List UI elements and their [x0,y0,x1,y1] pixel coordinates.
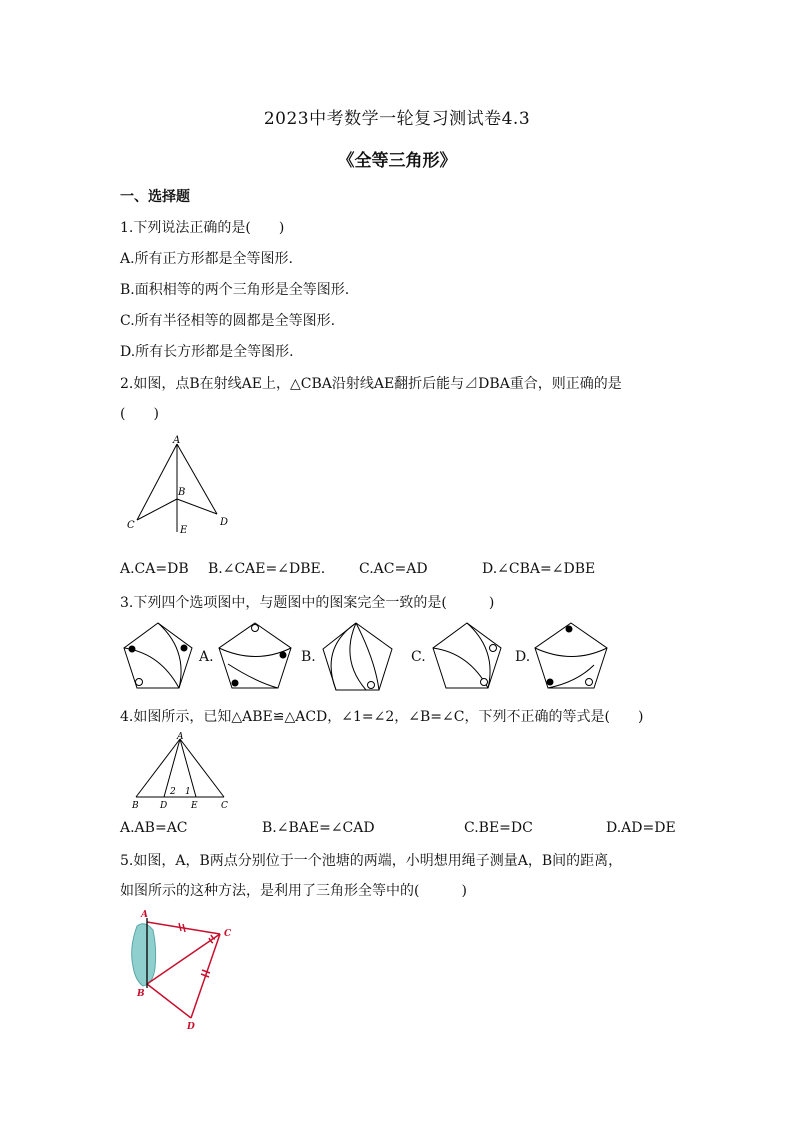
question-2-option-c: C.AC=AD [359,561,428,577]
section-heading: 一、选择题 [120,189,190,205]
label-b: B [132,801,139,811]
question-2-stem: 2.如图，点B在射线AE上，△CBA沿射线AE翻折后能与⊿DBA重合，则正确的是 [120,376,622,392]
label-d: D [160,801,168,811]
question-3-option-c-label: C. [411,649,426,665]
page-subtitle: 《全等三角形》 [337,151,457,171]
label-d: D [220,517,229,528]
question-3-option-c-pentagon [429,620,505,692]
question-4-stem: 4.如图所示，已知△ABE≌△ACD，∠1=∠2，∠B=∠C，下列不正确的等式是( ) [120,709,644,725]
question-5-stem-cont: 如图所示的这种方法，是利用了三角形全等中的( ) [120,883,467,899]
question-5-figure [125,908,245,1033]
label-a: A [141,910,148,920]
label-b: B [178,487,186,498]
question-3-option-d-pentagon [532,620,610,692]
page-title: 2023中考数学一轮复习测试卷4.3 [263,109,531,129]
question-1-option-a: A.所有正方形都是全等图形. [120,251,294,267]
question-1-option-c: C.所有半径相等的圆都是全等图形. [120,313,336,329]
label-a: A [173,435,181,446]
question-3-stem: 3.下列四个选项图中，与题图中的图案完全一致的是( ) [120,595,495,611]
question-2-option-a: A.CA=DB [120,561,189,577]
pond [132,924,156,986]
question-3-option-b-pentagon [320,620,396,694]
question-1-stem: 1.下列说法正确的是( ) [120,220,285,236]
question-3-option-b-label: B. [301,649,316,665]
segment-ad [177,444,217,514]
question-3-reference-pentagon [120,620,196,692]
segment-ac [137,444,177,520]
question-4-option-c: C.BE=DC [464,820,533,836]
question-2-stem-cont: ( ) [120,406,159,422]
question-3-option-a-pentagon [216,620,294,692]
label-e: E [180,525,188,536]
tick-ac-1 [179,923,181,931]
question-4-option-d: D.AD=DE [606,820,676,836]
question-1-option-b: B.面积相等的两个三角形是全等图形. [120,282,350,298]
angle-1-label: 1 [185,787,191,797]
tick-ac-2 [183,924,185,932]
question-4-option-a: A.AB=AC [120,820,188,836]
question-1-option-d: D.所有长方形都是全等图形. [120,344,294,360]
label-d: D [187,1022,195,1032]
question-2-figure [120,432,240,542]
question-5-stem: 5.如图，A，B两点分别位于一个池塘的两端，小明想用绳子测量A，B间的距离， [120,853,623,869]
rope-bd [147,984,191,1018]
question-2-option-d: D.∠CBA=∠DBE [482,561,596,577]
segment-bd [177,499,217,514]
label-c: C [127,520,135,531]
question-2-option-b: B.∠CAE=∠DBE. [208,561,326,577]
label-c: C [221,801,228,811]
label-e: E [191,801,198,811]
angle-2-label: 2 [170,787,176,797]
label-b: B [137,989,145,999]
question-3-option-a-label: A. [199,649,214,665]
question-3-option-d-label: D. [515,649,531,665]
question-4-figure [120,731,240,811]
question-4-option-b: B.∠BAE=∠CAD [262,820,375,836]
label-a: A [177,732,184,742]
label-c: C [224,929,232,939]
